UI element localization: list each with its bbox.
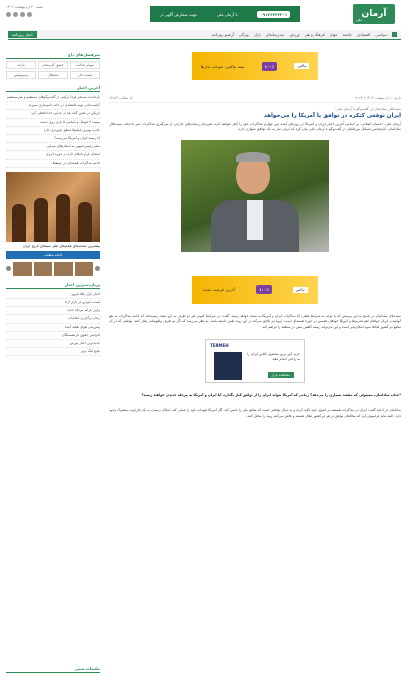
nav-item-culture[interactable]: فرهنگ و هنر (304, 32, 325, 37)
video-figure (78, 202, 92, 242)
most-viewed-list (6, 291, 100, 357)
list-item[interactable]: قیمت خودرو در بازار آزاد (6, 299, 100, 307)
sidebar (6, 52, 100, 360)
list-item[interactable]: ببینید: ۷ فوتبال و اسامی ۵ بازی روی دشت (6, 119, 100, 127)
termeh-ad[interactable] (205, 339, 305, 383)
chevron-left-icon[interactable] (6, 266, 11, 271)
insurance-ad-middle[interactable] (192, 276, 318, 304)
hot-topics-title: سرفصل‌های داغ (6, 52, 100, 59)
article-meta (109, 96, 401, 103)
hot-topics (6, 61, 100, 79)
video-figure (12, 204, 26, 242)
article-column (109, 52, 401, 419)
nav-item-archive[interactable]: آرشیو روزنامه (211, 32, 234, 37)
video-figure (56, 194, 70, 242)
tag-item[interactable]: حقوق کارمندان (38, 61, 68, 69)
article-code: کد مطلب ۱۴۸۸۴ (109, 96, 133, 100)
insurance-ad-top[interactable] (192, 52, 318, 80)
article-body-continued: ساداتیان در ادامه گفت: ایران در مذاکرات همیشه بر اصول خود تاکید کرده و به دنبال توافقی است که منافع ملی را تامین کند. اگر آمریکا تعهدات خود را عملی کند، امکان رسیدن به یک چارچوب مشترک وجود دارد. البته نباید فراموش کرد که مخالفان توافق در هر دو کشور فعال هستند و تلاش می‌کنند روند را مختل کنند. (109, 408, 401, 418)
thumbnail[interactable] (54, 262, 73, 276)
video-thumbnails (6, 262, 100, 276)
list-item[interactable]: جایزه بهترین فیلم‌ها سطح پایین‌تری دارد (6, 127, 100, 135)
logo-text: آرمان (361, 9, 387, 19)
nav-item-world[interactable]: جهان (329, 32, 338, 37)
nav-item-market[interactable]: بازار (253, 32, 261, 37)
photo-shirt (247, 200, 263, 240)
ad-product-image (214, 352, 242, 380)
banner-phone: ۰۹۱۲۶۳۴۴۴۰۱ (257, 11, 290, 18)
read-more-button[interactable]: ادامه مطلب (6, 251, 100, 259)
termeh-logo: TERMEH (210, 342, 229, 348)
list-item[interactable]: نتایج لیگ برتر (6, 348, 100, 356)
instagram-icon[interactable] (20, 12, 25, 17)
ad2-brand: نیاکس (293, 287, 308, 293)
video-caption[interactable]: بیشترین صحنه‌های فیلم‌های طنز سینمای تاریخ ایران (22, 243, 100, 248)
rss-icon[interactable] (6, 12, 11, 17)
nav-item-multimedia[interactable]: چندرسانه‌ای (265, 32, 285, 37)
list-item[interactable]: واریز یارانه مرحله جدید (6, 307, 100, 315)
tag-item[interactable]: قیمت دلار (70, 71, 100, 79)
list-item[interactable]: جدیدترین اخبار بورس (6, 340, 100, 348)
text-ads-title: تبلیغات متنی (6, 666, 100, 673)
twitter-icon[interactable] (13, 12, 18, 17)
article-lead: آرمان ملی- احسان اصلانی: بر اساس آخرین اخبار ایران و آمریکا در روزهای آینده دور چهارم مذاکرات خود را آغاز خواهند کرد. هم‌زمان رسانه‌های خارجی از سرگیری مذاکرات خبر داده‌اند. سید‌جلال ساداتیان، کارشناس مسائل بین‌الملل در گفت‌وگو با آرمان ملی بیان کرد که ایران نیاز به یک توافق متوازن دارد. (109, 122, 401, 132)
list-item[interactable]: بازداشت سه‌نفر فردا ترکیبی از گفت‌وگوهای مستقیم و غیرمستقیم (6, 94, 100, 102)
banner-text: جهت سفارش آگهی در (159, 11, 198, 17)
latest-news-title: آخرین اخبار (6, 85, 100, 92)
ad2-cta: آخرین فرصت تمدید (202, 287, 236, 293)
article-photo (181, 140, 329, 252)
ad-percent: ۱۰۰٪ (262, 62, 278, 71)
ad2-percent: ۱۰۰٪ (256, 285, 272, 294)
article-date: تاریخ ۲۰ اردیبهشت ۱۴۰۴ | ۱۲:۲۴ (354, 96, 401, 100)
thumbnail[interactable] (75, 262, 94, 276)
home-icon[interactable] (392, 32, 397, 37)
list-item[interactable]: افزایش حقوق بازنشستگان (6, 332, 100, 340)
newspaper-news-button[interactable]: اخبار روزنامه (8, 31, 37, 38)
article-headline: ایران توقعی کنکره در توافق با آمریکا را می‌خواهد (263, 113, 401, 119)
article-question: *جناب ساداتیان، مسئولی که مقصد بسیاری را می‌دهد؟ زمانی که آمریکا نتواند ایران را از توافق کنار بگذارد، آیا ایران و آمریکا به مرحله جدیدی خواهند رسید؟ (141, 392, 401, 397)
nav-item-economy[interactable]: اقتصادی (357, 32, 371, 37)
list-item[interactable]: ادامه مذاکرات هسته‌ای در مسقط (6, 160, 100, 168)
tag-item[interactable]: استقلال (38, 71, 68, 79)
tag-item[interactable]: یارانه (6, 61, 36, 69)
photo-hair (236, 152, 270, 162)
list-item[interactable]: بازیکن در نقش گیاه بعد از جدایی خداحافظی کرد (6, 110, 100, 118)
site-logo[interactable] (353, 4, 395, 24)
list-item[interactable]: سفر رئیس‌جمهور به استان‌های شرقی (6, 143, 100, 151)
header-date: شنبه ۲۰ اردیبهشت ۱۴۰۴ (6, 5, 43, 9)
tag-item[interactable]: سهام عدالت (70, 61, 100, 69)
telegram-icon[interactable] (27, 12, 32, 17)
termeh-ad-button[interactable]: مشاهده بازار (268, 372, 295, 378)
thumbnail[interactable] (34, 262, 53, 276)
list-item[interactable]: کیاست‌دانی تهیه اقتصادی در خانه دانم‌سازی سوزند (6, 102, 100, 110)
list-item[interactable]: امضای قراردادهای تازه در حوزه انرژی (6, 151, 100, 159)
article-subtitle: سیدجلال ساداتیان در گفت‌وگو با آرمان ملی: (335, 107, 401, 111)
video-figure (34, 198, 48, 242)
list-item[interactable]: اخبار بازار طلا امروز (6, 291, 100, 299)
list-item[interactable]: پیش‌بینی هوای هفته آینده (6, 324, 100, 332)
nav-item-features[interactable]: ویژگی (238, 32, 249, 37)
tag-item[interactable]: پرسپولیس (6, 71, 36, 79)
nav-item-sport[interactable]: ورزش (289, 32, 300, 37)
text-ads-section (6, 666, 100, 675)
nav-item-politics[interactable]: سیاسی (375, 32, 387, 37)
list-item[interactable]: زمان برگزاری انتخابات (6, 315, 100, 323)
thumbnail[interactable] (13, 262, 32, 276)
ad-headline: بیمه نیاکس، سوخت ندارها (200, 63, 245, 69)
most-viewed-title: پربازدیدترین اخبار (6, 282, 100, 289)
banner-mid: با آرمان ملی (216, 11, 238, 17)
site-header (0, 0, 409, 30)
social-links (6, 12, 32, 17)
main-nav (8, 30, 401, 40)
termeh-ad-text: خرید کور ترین محصول آنلاین ایران را به راحتی انجام دهید (247, 351, 300, 361)
logo-sub: ملی (356, 18, 363, 22)
nav-item-society[interactable]: جامعه (342, 32, 353, 37)
ad-brand: نیاکس (294, 63, 309, 69)
latest-news-list (6, 94, 100, 168)
featured-video[interactable] (6, 172, 100, 242)
article-body: سیدجلال ساداتیان در پاسخ به این پرسش که با توجه به شرایط فعلی، آیا مذاکرات ایران و آمریکا به نتیجه خواهد رسید، گفت: در شرایط کنونی هر دو طرف به این نتیجه رسیده‌اند که ادامه مذاکرات به نفع آنهاست. ایران خواهان لغو تحریم‌ها و آمریکا خواهان تضمین در حوزه هسته‌ای است. اروپا نیز تلاش می‌کند در این روند نقش داشته باشد. به نظر می‌رسد که اگر دو طرف واقع‌بینانه رفتار کنند، توافقی که در آن منافع دو کشور لحاظ شود امکان‌پذیر است و این می‌تواند زمینه کاهش تنش در منطقه را فراهم کند. (109, 313, 401, 329)
list-item[interactable]: آیا ریسه ایران و آمریکا می‌رسد؟ (6, 135, 100, 143)
chevron-right-icon[interactable] (95, 266, 100, 271)
header-ad-banner[interactable] (150, 6, 300, 22)
